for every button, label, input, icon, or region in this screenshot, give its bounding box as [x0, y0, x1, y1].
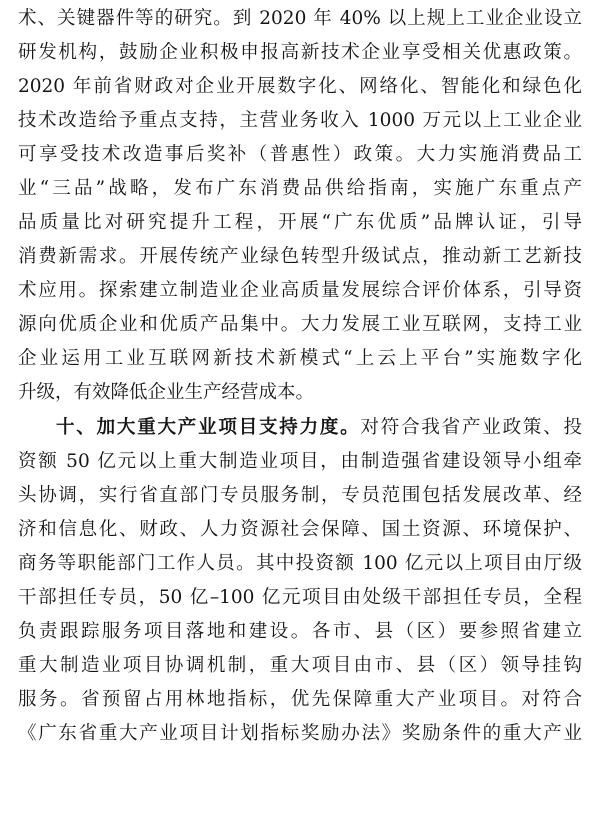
body-text-line: 消费新需求。开展传统产业绿色转型升级试点，推动新工艺新技 — [18, 246, 582, 267]
body-text-line: 商务等职能部门工作人员。其中投资额 100 亿元以上项目由厅级 — [18, 553, 582, 574]
body-text-line: 《广东省重大产业项目计划指标奖励办法》奖励条件的重大产业 — [18, 723, 582, 744]
body-text-line: 品质量比对研究提升工程，开展“广东优质”品牌认证，引导 — [18, 212, 582, 233]
section-heading: 十、加大重大产业项目支持力度。 — [56, 417, 361, 438]
body-text-line: 济和信息化、财政、人力资源社会保障、国土资源、环境保护、 — [18, 519, 582, 540]
section-heading-line — [56, 411, 582, 445]
body-text-line: 升级，有效降低企业生产经营成本。 — [18, 382, 315, 403]
body-text-line: 企业运用工业互联网新技术新模式“上云上平台”实施数字化 — [18, 348, 582, 369]
body-text-line: 术应用。探索建立制造业企业高质量发展综合评价体系，引导资 — [18, 280, 582, 301]
body-text-line: 术、关键器件等的研究。到 2020 年 40% 以上规上工业企业设立 — [18, 8, 582, 29]
body-text-line: 服务。省预留占用林地指标，优先保障重大产业项目。对符合 — [18, 689, 582, 710]
section-heading-rest: 对符合我省产业政策、投 — [360, 417, 582, 438]
body-text-line: 干部担任专员，50 亿–100 亿元项目由处级干部担任专员，全程 — [18, 587, 582, 608]
body-text-line: 可享受技术改造事后奖补（普惠性）政策。大力实施消费品工 — [18, 144, 582, 165]
body-text-line: 技术改造给予重点支持，主营业务收入 1000 万元以上工业企业 — [18, 110, 582, 131]
body-text-line: 源向优质企业和优质产品集中。大力发展工业互联网，支持工业 — [18, 314, 582, 335]
body-text-line: 重大制造业项目协调机制，重大项目由市、县（区）领导挂钩 — [18, 655, 582, 676]
body-text-line: 业“三品”战略，发布广东消费品供给指南，实施广东重点产 — [18, 178, 582, 199]
body-text-line: 2020 年前省财政对企业开展数字化、网络化、智能化和绿色化 — [18, 76, 582, 97]
body-text-line: 头协调，实行省直部门专员服务制，专员范围包括发展改革、经 — [18, 485, 582, 506]
body-text-line: 资额 50 亿元以上重大制造业项目，由制造强省建设领导小组牵 — [18, 451, 582, 472]
body-text-line: 负责跟踪服务项目落地和建设。各市、县（区）要参照省建立 — [18, 621, 582, 642]
body-text-line: 研发机构，鼓励企业积极申报高新技术企业享受相关优惠政策。 — [18, 42, 582, 63]
